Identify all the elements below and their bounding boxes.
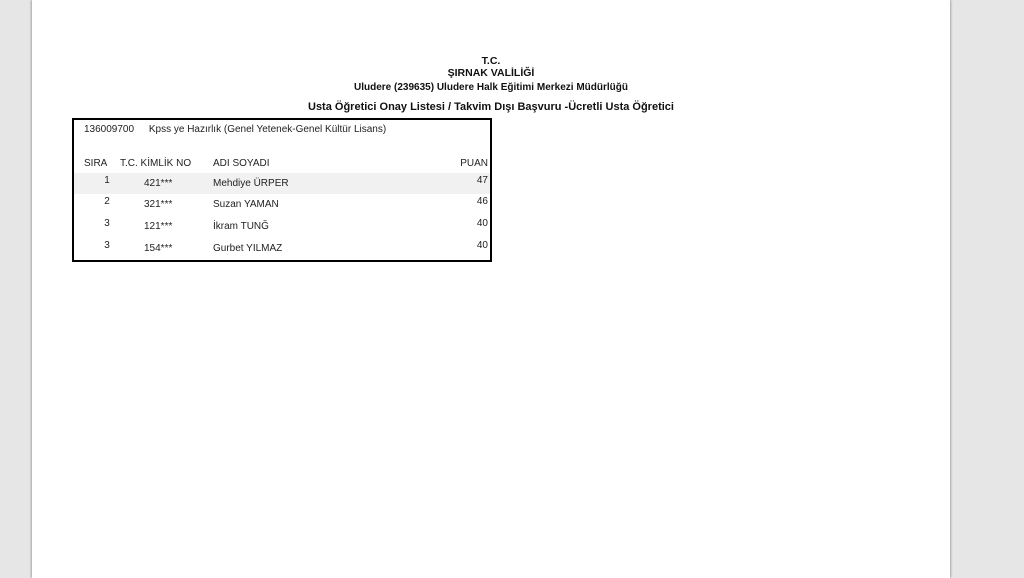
header-line-3: Uludere (239635) Uludere Halk Eğitimi Merkezi Müdürlüğü	[354, 82, 628, 93]
row-name: Suzan YAMAN	[213, 199, 279, 210]
header-line-4: Usta Öğretici Onay Listesi / Takvim Dışı Başvuru -Ücretli Usta Öğretici	[308, 101, 674, 113]
row-tc: 121***	[144, 221, 173, 232]
row-sira: 1	[104, 175, 110, 186]
column-header-name: ADI SOYADI	[213, 158, 270, 169]
row-puan: 40	[476, 240, 488, 251]
row-tc: 154***	[144, 243, 173, 254]
course-line	[84, 124, 386, 135]
document-page	[32, 0, 950, 578]
approval-list-box	[72, 118, 492, 262]
column-header-sira: SIRA	[84, 158, 108, 169]
header-line-1: T.C.	[481, 55, 501, 67]
row-name: İkram TUNĞ	[213, 221, 269, 232]
row-puan: 40	[476, 218, 488, 229]
row-name: Gurbet YILMAZ	[213, 243, 283, 254]
row-puan: 46	[476, 196, 488, 207]
row-tc: 421***	[144, 178, 173, 189]
table-row	[74, 216, 490, 237]
row-sira: 3	[104, 240, 110, 251]
table-row	[74, 194, 490, 215]
row-tc: 321***	[144, 199, 173, 210]
column-header-puan: PUAN	[460, 158, 488, 169]
table-row	[74, 238, 490, 259]
row-name: Mehdiye ÜRPER	[213, 178, 289, 189]
row-sira: 3	[104, 218, 110, 229]
header-line-2: ŞIRNAK VALİLİĞİ	[447, 67, 535, 79]
course-name: Kpss ye Hazırlık (Genel Yetenek-Genel Kültür Lisans)	[148, 124, 387, 135]
column-header-tc: T.C. KİMLİK NO	[120, 158, 192, 169]
table-row	[74, 173, 490, 194]
row-sira: 2	[104, 196, 110, 207]
row-puan: 47	[476, 175, 488, 186]
course-code: 136009700	[84, 124, 135, 135]
